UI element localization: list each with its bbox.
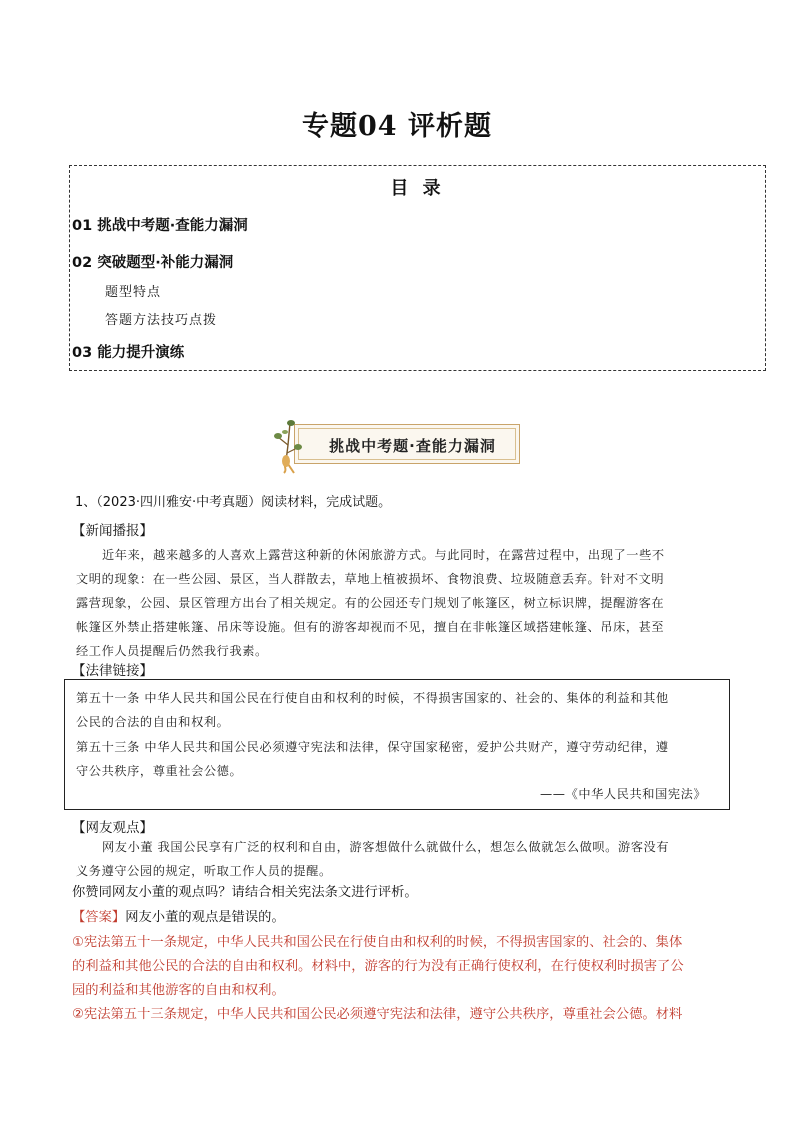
- toc-item-01[interactable]: 01 挑战中考题·查能力漏洞: [72, 218, 248, 234]
- law-source: ——《中华人民共和国宪法》: [540, 787, 707, 801]
- law-line: 守公共秩序，尊重社会公德。: [76, 764, 243, 778]
- answer-line: 的利益和其他公民的合法的自由和权利。材料中，游客的行为没有正确行使权利，在行使权利时损害了公: [72, 959, 684, 974]
- answer-line: ②宪法第五十三条规定，中华人民共和国公民必须遵守宪法和法律，遵守公共秩序，尊重社会公德。材料: [72, 1007, 683, 1022]
- toc-item-03[interactable]: 03 能力提升演练: [72, 345, 185, 361]
- toc-heading: 目 录: [390, 178, 445, 199]
- answer-line: ①宪法第五十一条规定，中华人民共和国公民在行使自由和权利的时候，不得损害国家的、社会的、集体: [72, 935, 683, 950]
- answer-summary: [72, 906, 285, 925]
- law-line: 公民的合法的自由和权利。: [76, 715, 230, 729]
- news-line: 近年来，越来越多的人喜欢上露营这种新的休闲旅游方式。与此同时，在露营过程中，出现了一些不: [102, 548, 665, 562]
- question-prompt: 你赞同网友小董的观点吗？请结合相关宪法条文进行评析。: [72, 885, 418, 900]
- opinion-line: 网友小董 我国公民享有广泛的权利和自由，游客想做什么就做什么，想怎么做就怎么做呗。游客没有: [102, 840, 670, 854]
- banner-label: 挑战中考题·查能力漏洞: [329, 436, 496, 455]
- toc-subitem-features[interactable]: 题型特点: [105, 285, 162, 300]
- law-line: 第五十一条 中华人民共和国公民在行使自由和权利的时候，不得损害国家的、社会的、集体的利益和其他: [76, 691, 669, 705]
- opinion-tag: 【网友观点】: [72, 820, 153, 836]
- news-line: 露营现象，公园、景区管理方出台了相关规定。有的公园还专门规划了帐篷区，树立标识牌，提醒游客在: [76, 596, 665, 610]
- section-banner: [270, 415, 525, 475]
- ginseng-plant-icon: [270, 415, 306, 475]
- table-of-contents: [69, 165, 766, 371]
- answer-tag: 【答案】: [72, 910, 126, 925]
- question-intro: 1、（2023·四川雅安·中考真题）阅读材料，完成试题。: [75, 495, 392, 510]
- law-tag: 【法律链接】: [72, 663, 153, 679]
- news-line: 文明的现象：在一些公园、景区，当人群散去，草地上植被损坏、食物浪费、垃圾随意丢弃。针对不文明: [76, 572, 665, 586]
- news-line: 帐篷区外禁止搭建帐篷、吊床等设施。但有的游客却视而不见，擅自在非帐篷区域搭建帐篷、吊床，甚至: [76, 620, 665, 634]
- page-title: 专题04 评析题: [302, 111, 492, 142]
- opinion-line: 义务遵守公园的规定，听取工作人员的提醒。: [76, 864, 332, 878]
- answer-first: 网友小董的观点是错误的。: [125, 910, 285, 925]
- law-line: 第五十三条 中华人民共和国公民必须遵守宪法和法律，保守国家秘密，爱护公共财产，遵守劳动纪律，遵: [76, 740, 669, 754]
- toc-subitem-methods[interactable]: 答题方法技巧点拨: [105, 313, 218, 328]
- news-tag: 【新闻播报】: [72, 523, 153, 539]
- toc-item-02[interactable]: 02 突破题型·补能力漏洞: [72, 255, 234, 271]
- answer-line: 园的利益和其他游客的自由和权利。: [72, 983, 285, 998]
- news-line: 经工作人员提醒后仍然我行我素。: [76, 644, 268, 658]
